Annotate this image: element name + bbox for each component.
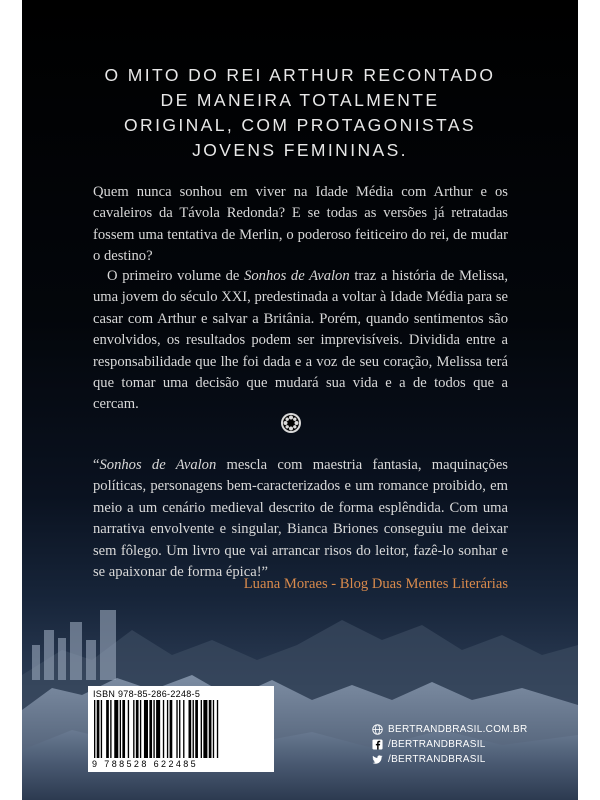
publisher-links [372, 722, 532, 767]
facebook-icon [372, 739, 383, 750]
website-link[interactable] [372, 722, 532, 737]
quote-book-title: Sonhos de Avalon [99, 457, 217, 473]
quote-attribution: Luana Moraes - Blog Duas Mentes Literárias [243, 576, 508, 592]
globe-icon [372, 724, 383, 735]
synopsis-text-1: Quem nunca sonhou em viver na Idade Média com Arthur e os cavaleiros da Távola Redonda? E se todas as versões já retratadas fossem uma tentativa de Merlin, o poderoso feiticeiro do rei, de mudar o destino? [93, 184, 508, 265]
synopsis-rest: traz a história de Melissa, uma jovem do século XXI, predestinada a voltar à Idade Média para se casar com Arthur e salvar a Britânia. Porém, quando sentimentos são envolvidos, os resultados podem ser imprevisíveis. Dividida entre a responsabilidade que lhe foi dada e a voz de seu coração, Melissa terá que tomar uma decisão que mudará sua vida e a de todos que a cercam. [93, 268, 509, 413]
twitter-text: /BERTRANDBRASIL [388, 754, 486, 765]
quote-open: “ [93, 457, 100, 473]
isbn-label: ISBN 978-85-286-2248-5 [93, 689, 201, 699]
synopsis-start: O primeiro volume de [107, 268, 245, 284]
tagline [62, 63, 538, 163]
tagline-line-3: ORIGINAL, COM PROTAGONISTAS [124, 115, 476, 135]
tagline-line-1: O MITO DO REI ARTHUR RECONTADO [104, 65, 496, 85]
quote-body: mescla com maestria fantasia, maquinações políticas, personagens bem-caracterizados e um romance proibido, em meio a um cenário medieval descrito de forma esplêndida. Com uma narrativa envolvente e singular, Bianca Briones conseguiu me deixar sem fôlego. Um livro que vai arrancar risos do leitor, fazê-lo sonhar e se apaixonar de forma épica!” [93, 457, 508, 581]
facebook-link[interactable] [372, 737, 532, 752]
twitter-icon [372, 754, 383, 765]
barcode-bars [94, 700, 268, 758]
barcode-digits: 9 788528 622485 [92, 759, 199, 769]
tagline-line-4: JOVENS FEMININAS. [192, 140, 408, 160]
synopsis-text-2 [93, 266, 508, 416]
back-cover [22, 0, 578, 800]
twitter-link[interactable] [372, 752, 532, 767]
ornament-icon [280, 412, 302, 434]
website-text: BERTRANDBRASIL.COM.BR [388, 724, 528, 735]
quote-text [93, 455, 508, 583]
review-quote [93, 455, 508, 583]
facebook-text: /BERTRANDBRASIL [388, 739, 486, 750]
barcode [88, 686, 274, 772]
book-title: Sonhos de Avalon [244, 268, 350, 284]
synopsis-paragraph-1 [93, 182, 508, 268]
tagline-line-2: DE MANEIRA TOTALMENTE [160, 90, 440, 110]
synopsis-paragraph-2 [93, 266, 508, 416]
